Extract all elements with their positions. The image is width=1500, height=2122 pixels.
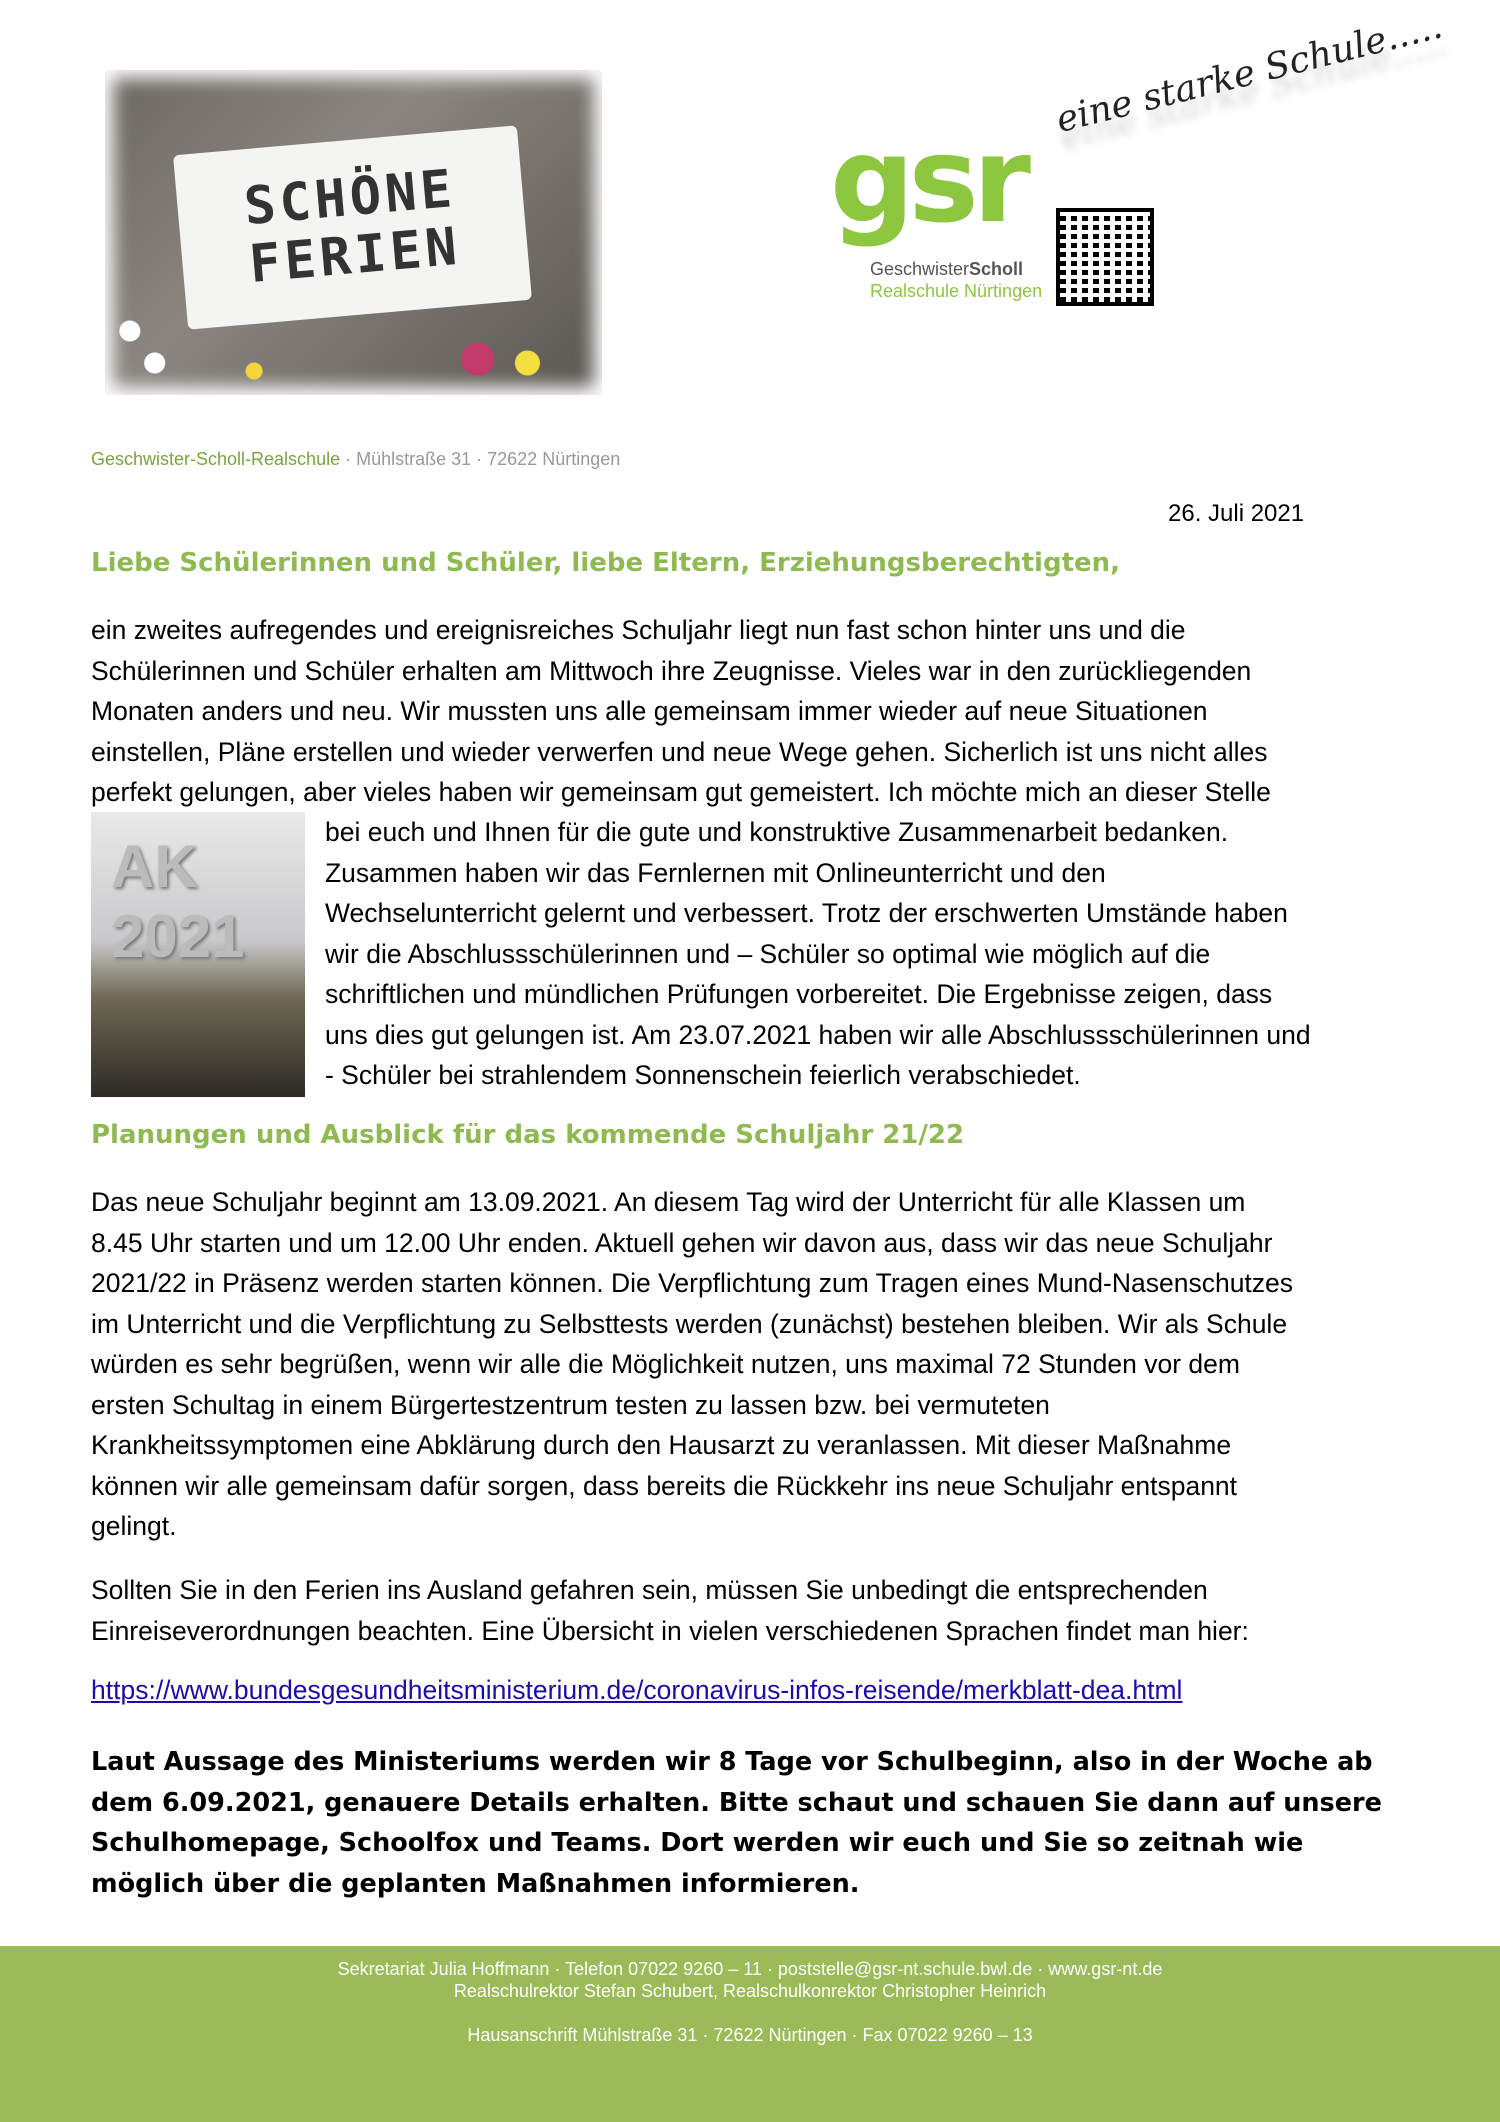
text-line: Laut Aussage des Ministeriums werden wir 8 Tage vor Schulbeginn, also in der Woche ab: [91, 1747, 1373, 1777]
text-line: möglich über die geplanten Maßnahmen informieren.: [91, 1868, 860, 1899]
section2-paragraph: [91, 1182, 1293, 1547]
text-line: Monaten anders und neu. Wir mussten uns alle gemeinsam immer wieder auf neue Situationen: [91, 696, 1208, 726]
greeting-heading: Liebe Schülerinnen und Schüler, liebe Eltern, Erziehungsberechtigten,: [91, 548, 1121, 578]
sender-address: · Mühlstraße 31 · 72622 Nürtingen: [345, 449, 621, 469]
text-line: gelingt.: [91, 1511, 177, 1541]
footer-contact: Sekretariat Julia Hoffmann · Telefon 07022 9260 – 11 · poststelle@gsr-nt.schule.bwl.de · www.gsr-nt.de: [337, 1959, 1163, 1979]
logo-sub-line2: Realschule Nürtingen: [870, 281, 1043, 301]
ministry-notice: [91, 1742, 1382, 1904]
text-line: können wir alle gemeinsam dafür sorgen, dass bereits die Rückkehr ins neue Schuljahr entspannt: [91, 1470, 1238, 1501]
logo-mark: gsr: [830, 120, 1025, 249]
logo-sub-regular: Geschwister: [870, 259, 970, 279]
flowers-decoration: [105, 315, 602, 395]
logo-subtitle: [870, 258, 1042, 302]
travel-paragraph: [91, 1570, 1249, 1651]
text-line: Schülerinnen und Schüler erhalten am Mittwoch ihre Zeugnisse. Vieles war in den zurückliegenden: [91, 655, 1252, 686]
text-line: perfekt gelungen, aber vieles haben wir gemeinsam gut gemeistert. Ich möchte mich an dieser Stelle: [91, 777, 1271, 807]
text-line: würden es sehr begrüßen, wenn wir alle die Möglichkeit nutzen, uns maximal 72 Stunden vor dem: [91, 1349, 1240, 1379]
schoene-ferien-image: [105, 70, 602, 395]
text-line: Schulhomepage, Schoolfox und Teams. Dort werden wir euch und Sie so zeitnah wie: [91, 1828, 1304, 1858]
text-line: 2021/22 in Präsenz werden starten können. Die Verpflichtung zum Tragen eines Mund-Nasenschutzes: [91, 1268, 1294, 1298]
logo-sub-bold: Scholl: [969, 259, 1024, 279]
text-line: im Unterricht und die Verpflichtung zu Selbsttests werden (zunächst) bestehen bleiben. Wir als Schule: [91, 1308, 1288, 1339]
text-line: Sollten Sie in den Ferien ins Ausland gefahren sein, müssen Sie unbedingt die entsprechenden: [91, 1575, 1208, 1605]
text-line: Das neue Schuljahr beginnt am 13.09.2021. An diesem Tag wird der Unterricht für alle Klassen um: [91, 1187, 1246, 1217]
text-line: ersten Schultag in einem Bürgertestzentrum testen zu lassen bzw. bei vermuteten: [91, 1389, 1050, 1420]
sender-name: Geschwister-Scholl-Realschule: [91, 449, 341, 469]
intro-paragraph: [91, 610, 1271, 813]
photo-balloon-text: AK 2021: [111, 833, 245, 970]
text-line: uns dies gut gelungen ist. Am 23.07.2021 haben wir alle Abschlussschülerinnen und: [325, 1019, 1311, 1050]
text-line: ein zweites aufregendes und ereignisreiches Schuljahr liegt nun fast schon hinter uns und die: [91, 615, 1186, 645]
qr-code: [1060, 212, 1150, 302]
text-line: Krankheitssymptomen eine Abklärung durch den Hausarzt zu veranlassen. Mit dieser Maßnahme: [91, 1430, 1232, 1460]
letter-date: 26. Juli 2021: [1168, 500, 1305, 527]
hero-image-text: SCHÖNE FERIEN: [241, 159, 464, 295]
text-line: 8.45 Uhr starten und um 12.00 Uhr enden. Aktuell gehen wir davon aus, dass wir das neue Schuljahr: [91, 1227, 1273, 1258]
ministry-link[interactable]: https://www.bundesgesundheitsministerium.de/coronavirus-infos-reisende/merkblatt-dea.html: [91, 1675, 1183, 1705]
text-line: Zusammen haben wir das Fernlernen mit Onlineunterricht und den: [325, 857, 1106, 888]
text-line: dem 6.09.2021, genauere Details erhalten. Bitte schaut und schauen Sie dann auf unsere: [91, 1787, 1382, 1818]
sender-address-line: [91, 449, 620, 470]
text-line: Wechselunterricht gelernt und verbessert. Trotz der erschwerten Umstände haben: [325, 898, 1288, 928]
text-line: - Schüler bei strahlendem Sonnenschein feierlich verabschiedet.: [325, 1060, 1081, 1090]
text-line: Einreiseverordnungen beachten. Eine Übersicht in vielen verschiedenen Sprachen findet man hier:: [91, 1615, 1249, 1646]
footer-postal-address: Hausanschrift Mühlstraße 31 · 72622 Nürtingen · Fax 07022 9260 – 13: [467, 2025, 1033, 2045]
text-line: schriftlichen und mündlichen Prüfungen vorbereitet. Die Ergebnisse zeigen, dass: [325, 979, 1273, 1009]
logo-tagline: eine starke Schule.....: [1052, 5, 1447, 141]
school-logo: [830, 120, 1045, 250]
text-line: einstellen, Pläne erstellen und wieder verwerfen und neue Wege gehen. Sicherlich ist uns nicht alles: [91, 736, 1268, 767]
footer: [0, 1946, 1500, 2122]
footer-principals: Realschulrektor Stefan Schubert, Realschulkonrektor Christopher Heinrich: [453, 1981, 1047, 2001]
graduation-photo: [91, 812, 305, 1097]
intro-paragraph-continued: [325, 812, 1311, 1096]
text-line: wir die Abschlussschülerinnen und – Schüler so optimal wie möglich auf die: [325, 938, 1211, 969]
text-line: bei euch und Ihnen für die gute und konstruktive Zusammenarbeit bedanken.: [325, 817, 1229, 847]
section2-heading: Planungen und Ausblick für das kommende Schuljahr 21/22: [91, 1120, 965, 1150]
